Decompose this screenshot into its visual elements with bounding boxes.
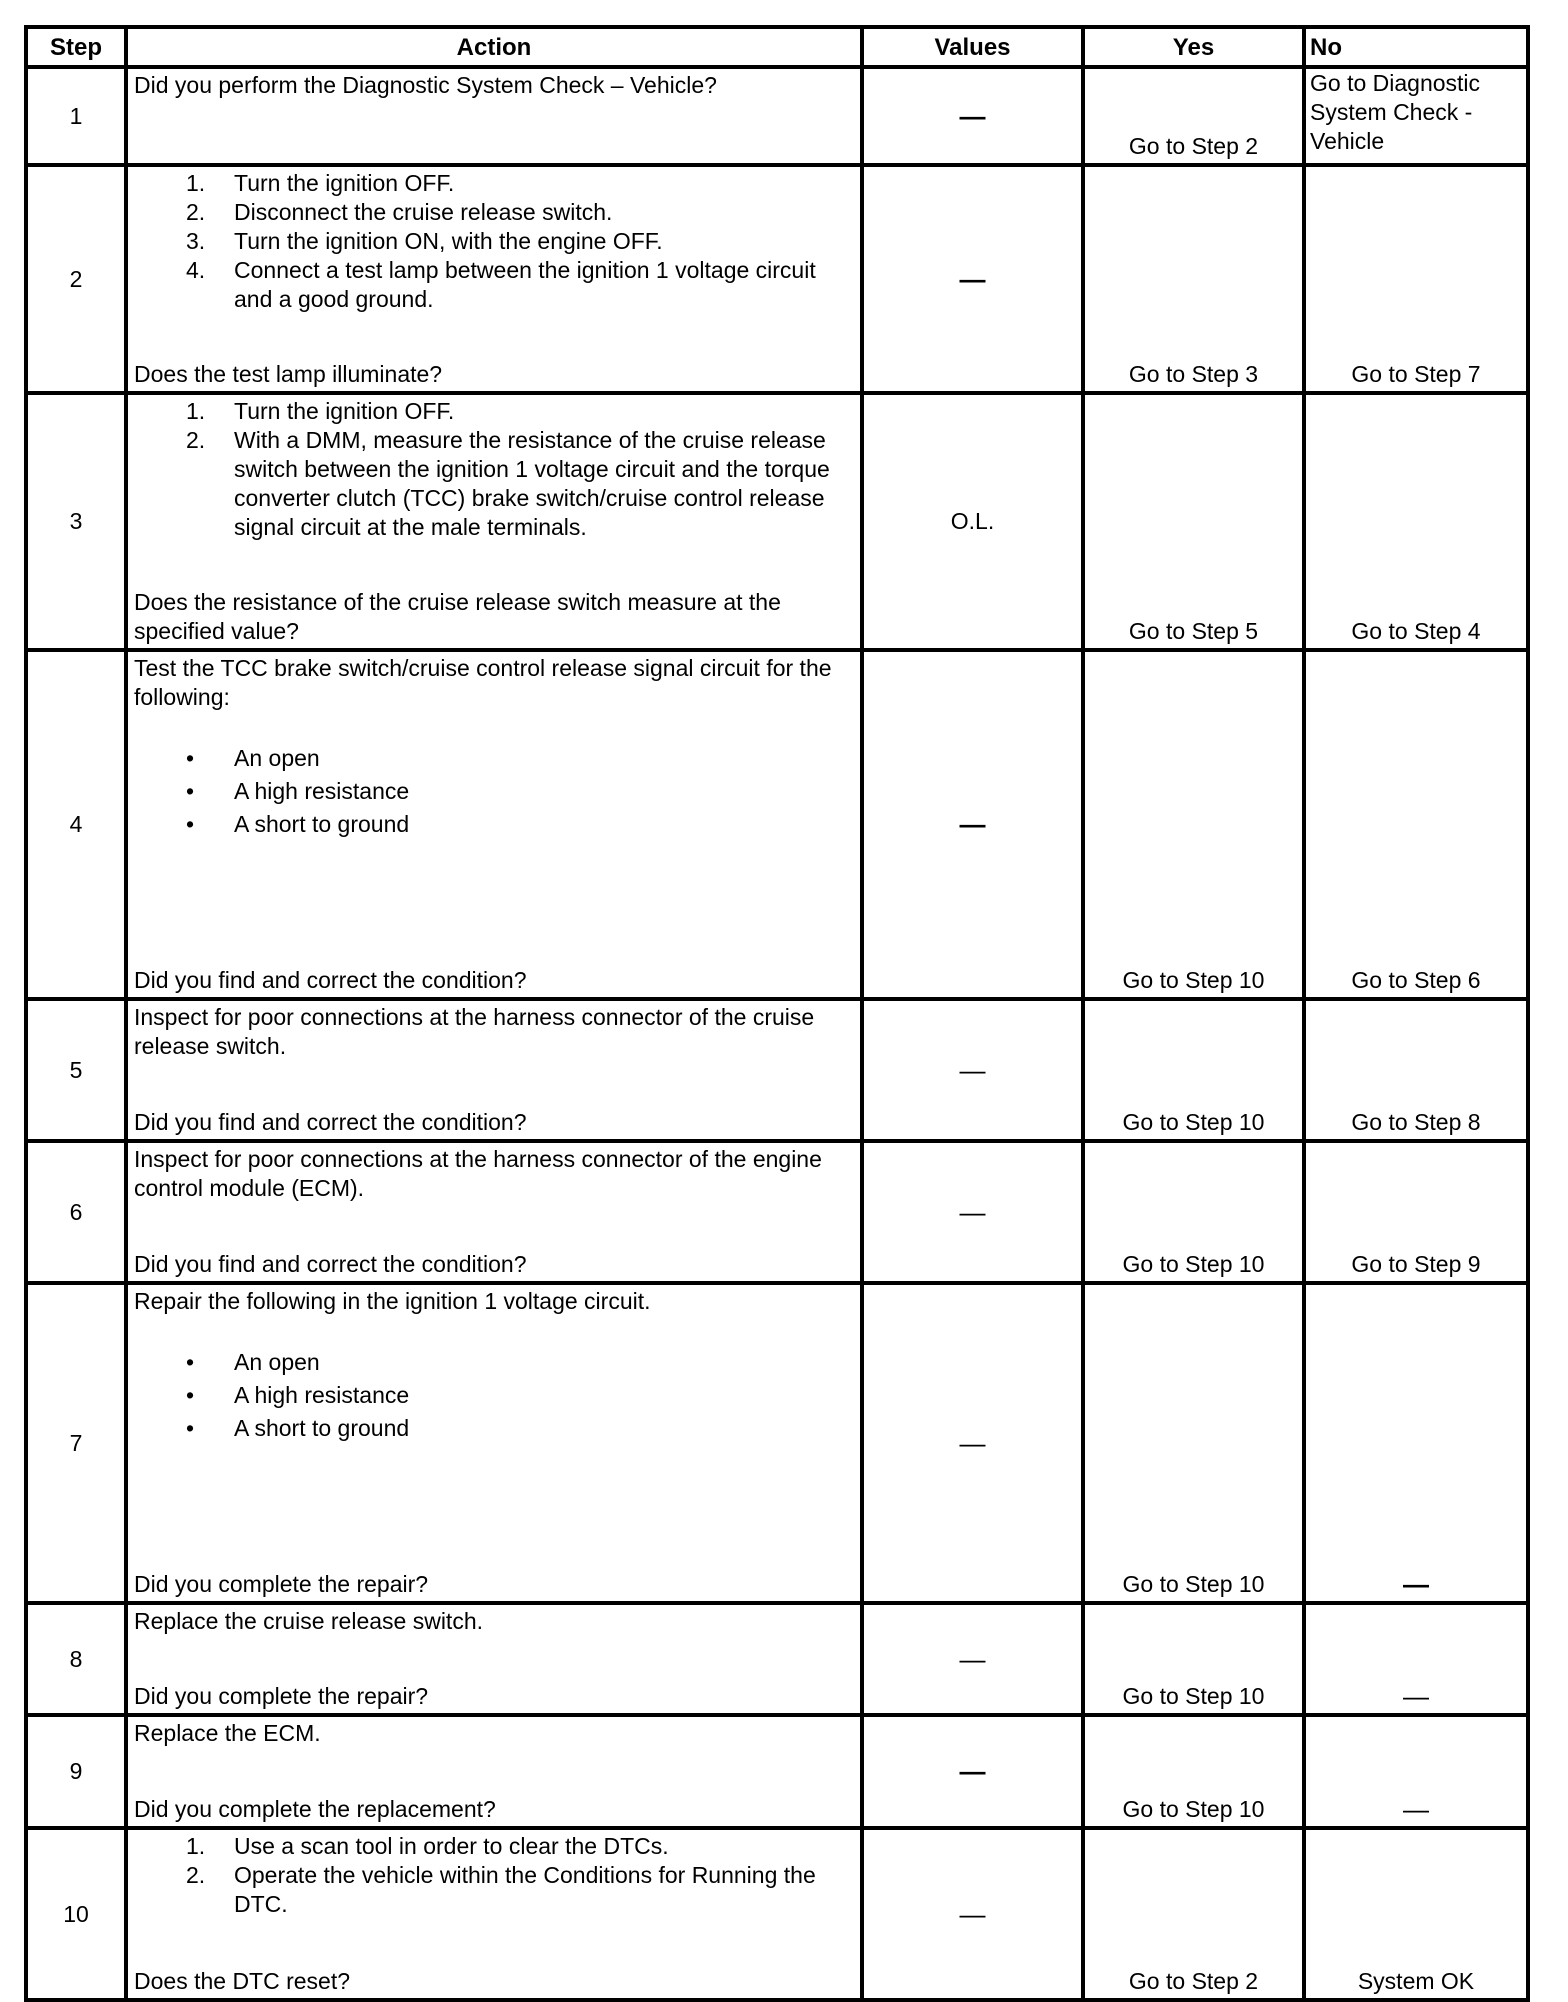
action-question: Does the resistance of the cruise release switch measure at the specified value? bbox=[134, 589, 781, 644]
no-cell: Go to Step 6 bbox=[1304, 650, 1528, 999]
action-question: Did you complete the replacement? bbox=[134, 1796, 496, 1822]
yes-cell: Go to Step 10 bbox=[1083, 650, 1304, 999]
action-cell bbox=[126, 67, 862, 165]
numbered-list bbox=[134, 169, 854, 314]
action-question: Did you find and correct the condition? bbox=[134, 967, 527, 993]
action-cell bbox=[126, 999, 862, 1141]
step-number: 4 bbox=[26, 650, 126, 999]
values-cell: — bbox=[862, 1141, 1083, 1283]
action-question: Did you find and correct the condition? bbox=[134, 1109, 527, 1135]
header-row bbox=[26, 27, 1528, 67]
step-number: 8 bbox=[26, 1603, 126, 1715]
action-intro: Inspect for poor connections at the harness connector of the engine control module (ECM). bbox=[134, 1146, 822, 1201]
values-cell: — bbox=[862, 1715, 1083, 1828]
action-question: Did you complete the repair? bbox=[134, 1683, 429, 1709]
numbered-list bbox=[134, 397, 854, 542]
values-cell: — bbox=[862, 1828, 1083, 2000]
header-yes: Yes bbox=[1083, 27, 1304, 67]
list-item: 2. Operate the vehicle within the Conditions for Running the DTC. bbox=[186, 1862, 816, 1917]
action-cell bbox=[126, 1283, 862, 1603]
list-item: 1. Use a scan tool in order to clear the DTCs. bbox=[186, 1833, 669, 1859]
yes-cell: Go to Step 10 bbox=[1083, 1141, 1304, 1283]
action-question: Does the test lamp illuminate? bbox=[134, 361, 443, 387]
values-cell: — bbox=[862, 1603, 1083, 1715]
action-cell bbox=[126, 1828, 862, 2000]
yes-cell: Go to Step 10 bbox=[1083, 1603, 1304, 1715]
table-row bbox=[26, 999, 1528, 1141]
yes-cell: Go to Step 10 bbox=[1083, 999, 1304, 1141]
no-cell: Go to Step 9 bbox=[1304, 1141, 1528, 1283]
list-item: 2. With a DMM, measure the resistance of the cruise release switch between the ignition 1 voltage circuit and the torque converter clutch (TCC) brake switch/cruise control release signal circuit at the male terminals. bbox=[186, 427, 830, 540]
table-row bbox=[26, 67, 1528, 165]
step-number: 5 bbox=[26, 999, 126, 1141]
no-cell: — bbox=[1304, 1283, 1528, 1603]
numbered-list bbox=[134, 1832, 854, 1919]
action-intro: Replace the cruise release switch. bbox=[134, 1608, 483, 1634]
table-row bbox=[26, 650, 1528, 999]
step-number: 7 bbox=[26, 1283, 126, 1603]
step-number: 6 bbox=[26, 1141, 126, 1283]
list-item: • An open bbox=[186, 1349, 320, 1375]
list-item: 1. Turn the ignition OFF. bbox=[186, 398, 455, 424]
bullet-list bbox=[134, 1346, 854, 1445]
yes-cell: Go to Step 2 bbox=[1083, 1828, 1304, 2000]
no-cell: Go to Step 7 bbox=[1304, 165, 1528, 393]
yes-cell: Go to Step 5 bbox=[1083, 393, 1304, 650]
table-row bbox=[26, 1828, 1528, 2000]
yes-cell: Go to Step 10 bbox=[1083, 1715, 1304, 1828]
action-intro: Replace the ECM. bbox=[134, 1720, 321, 1746]
diagnostic-table bbox=[24, 25, 1530, 2002]
values-cell: — bbox=[862, 999, 1083, 1141]
no-cell: — bbox=[1304, 1715, 1528, 1828]
no-cell: Go to Diagnostic System Check - Vehicle bbox=[1304, 67, 1528, 165]
action-cell bbox=[126, 393, 862, 650]
step-number: 3 bbox=[26, 393, 126, 650]
list-item: 1. Turn the ignition OFF. bbox=[186, 170, 455, 196]
action-cell bbox=[126, 1141, 862, 1283]
action-cell bbox=[126, 165, 862, 393]
header-no: No bbox=[1304, 27, 1528, 67]
yes-cell: Go to Step 3 bbox=[1083, 165, 1304, 393]
table-row bbox=[26, 165, 1528, 393]
no-cell: — bbox=[1304, 1603, 1528, 1715]
list-item: • A high resistance bbox=[186, 1382, 410, 1408]
no-cell: Go to Step 8 bbox=[1304, 999, 1528, 1141]
header-step: Step bbox=[26, 27, 126, 67]
yes-cell: Go to Step 2 bbox=[1083, 67, 1304, 165]
step-number: 1 bbox=[26, 67, 126, 165]
action-intro: Repair the following in the ignition 1 voltage circuit. bbox=[134, 1288, 651, 1314]
step-number: 10 bbox=[26, 1828, 126, 2000]
values-cell: — bbox=[862, 1283, 1083, 1603]
action-intro: Did you perform the Diagnostic System Check – Vehicle? bbox=[134, 72, 717, 98]
values-cell: O.L. bbox=[862, 393, 1083, 650]
action-cell bbox=[126, 650, 862, 999]
list-item: 4. Connect a test lamp between the ignition 1 voltage circuit and a good ground. bbox=[186, 257, 816, 312]
action-cell bbox=[126, 1603, 862, 1715]
values-cell: — bbox=[862, 165, 1083, 393]
bullet-list bbox=[134, 742, 854, 841]
table-row bbox=[26, 1603, 1528, 1715]
table-row bbox=[26, 393, 1528, 650]
action-question: Does the DTC reset? bbox=[134, 1968, 351, 1994]
action-question: Did you complete the repair? bbox=[134, 1571, 429, 1597]
list-item: • An open bbox=[186, 745, 320, 771]
yes-cell: Go to Step 10 bbox=[1083, 1283, 1304, 1603]
table-row bbox=[26, 1715, 1528, 1828]
action-intro: Test the TCC brake switch/cruise control release signal circuit for the following: bbox=[134, 655, 832, 710]
values-cell: — bbox=[862, 67, 1083, 165]
list-item: 2. Disconnect the cruise release switch. bbox=[186, 199, 613, 225]
action-cell bbox=[126, 1715, 862, 1828]
list-item: • A high resistance bbox=[186, 778, 410, 804]
list-item: • A short to ground bbox=[186, 811, 410, 837]
values-cell: — bbox=[862, 650, 1083, 999]
header-action: Action bbox=[126, 27, 862, 67]
step-number: 9 bbox=[26, 1715, 126, 1828]
list-item: • A short to ground bbox=[186, 1415, 410, 1441]
no-cell: System OK bbox=[1304, 1828, 1528, 2000]
table-row bbox=[26, 1141, 1528, 1283]
action-intro: Inspect for poor connections at the harness connector of the cruise release switch. bbox=[134, 1004, 815, 1059]
step-number: 2 bbox=[26, 165, 126, 393]
list-item: 3. Turn the ignition ON, with the engine OFF. bbox=[186, 228, 663, 254]
no-cell: Go to Step 4 bbox=[1304, 393, 1528, 650]
table-row bbox=[26, 1283, 1528, 1603]
action-question: Did you find and correct the condition? bbox=[134, 1251, 527, 1277]
header-values: Values bbox=[862, 27, 1083, 67]
